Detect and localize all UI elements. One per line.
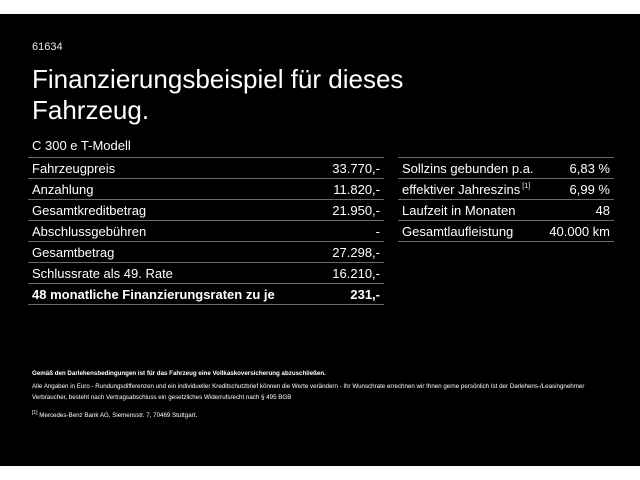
insurance-note: Gemäß den Darlehensbedingungen ist für das Fahrzeug eine Vollkaskoversicherung abzuschließen. — [32, 370, 326, 377]
table-row — [398, 158, 614, 179]
row-label: Schlussrate als 49. Rate — [32, 265, 173, 281]
row-label: Abschlussgebühren — [32, 223, 147, 239]
table-row — [28, 242, 384, 263]
table-row — [28, 200, 384, 221]
table-row — [398, 200, 614, 221]
row-label: Fahrzeugpreis — [32, 160, 116, 176]
row-value: 33.770,- — [332, 160, 380, 176]
row-value: 6,99 % — [569, 181, 610, 197]
disclaimer-text: Alle Angaben in Euro - Rundungsdifferenzen und ein individueller Kreditschutzbrief können die Werte verändern - Ihr Wunschrate errechnen wir Ihnen gerne persönlich Ist der Darlehens-/Leasingnehmer Verbraucher, besteht nach Vertragsabschluss ein gesetzliches Widerrufsrecht nach § 495 BGB — [32, 383, 585, 401]
footnote-text: Mercedes-Benz Bank AG, Siemensstr. 7, 70469 Stuttgart. — [39, 412, 198, 420]
row-value: 11.820,- — [333, 181, 380, 197]
row-value: 231,- — [350, 286, 380, 302]
row-label: Anzahlung — [32, 181, 94, 197]
row-value: - — [375, 223, 380, 239]
row-label: Gesamtkreditbetrag — [32, 202, 147, 218]
vehicle-model: C 300 e T-Modell — [32, 138, 131, 153]
table-row — [28, 263, 384, 284]
legal-notes — [32, 368, 612, 421]
row-value: 40.000 km — [549, 223, 610, 239]
table-row — [398, 179, 614, 200]
row-label: 48 monatliche Finanzierungsraten zu je — [32, 286, 275, 302]
row-label: Sollzins gebunden p.a. — [402, 160, 534, 176]
row-value: 27.298,- — [332, 244, 380, 260]
footnote-marker: [1] — [32, 410, 38, 416]
row-value: 48 — [595, 202, 610, 218]
financing-cost-table — [28, 157, 384, 305]
vehicle-id-code: 61634 — [32, 41, 63, 53]
row-label: Laufzeit in Monaten — [402, 202, 516, 218]
table-row — [28, 221, 384, 242]
footnote — [32, 408, 612, 421]
row-label-group — [402, 182, 530, 197]
row-value: 16.210,- — [332, 265, 380, 281]
footnote-marker: [1] — [522, 183, 531, 191]
financing-panel — [0, 14, 640, 466]
table-row — [28, 179, 384, 200]
row-value: 21.950,- — [332, 202, 380, 218]
page-title: Finanzierungsbeispiel für dieses Fahrzeug. — [32, 64, 404, 125]
row-value: 6,83 % — [569, 160, 610, 176]
row-label: effektiver Jahreszins — [402, 181, 521, 197]
table-row — [398, 221, 614, 242]
monthly-rate-row — [28, 284, 384, 305]
interest-terms-table — [398, 157, 614, 242]
table-row — [28, 158, 384, 179]
row-label: Gesamtbetrag — [32, 244, 115, 260]
row-label: Gesamtlaufleistung — [402, 223, 514, 239]
